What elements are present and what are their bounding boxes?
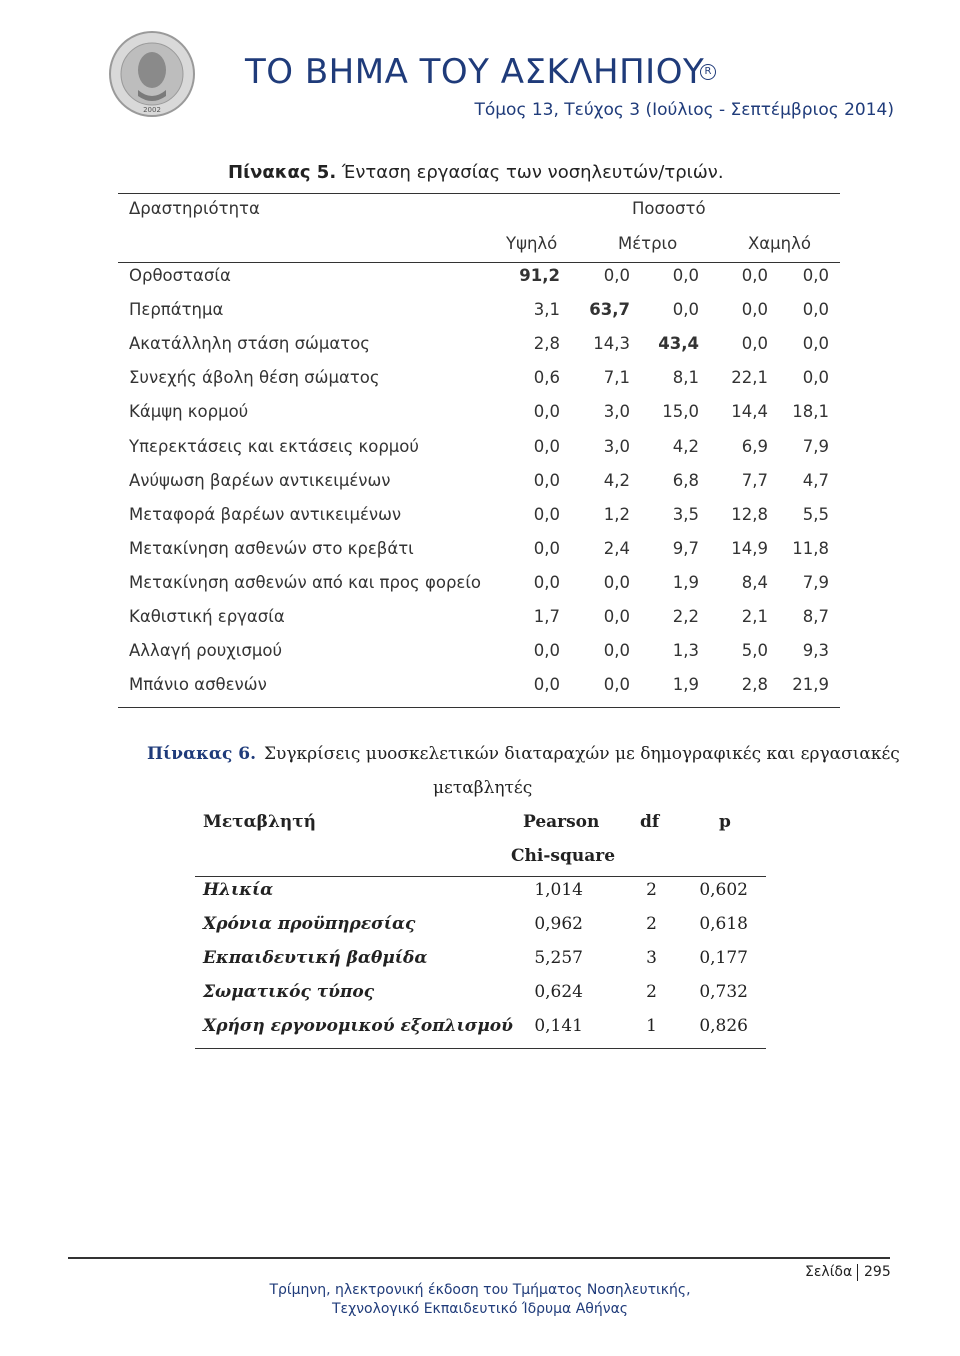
table5-cell: 4,7 xyxy=(802,471,829,490)
table5-row-label: Συνεχής άβολη θέση σώματος xyxy=(129,368,380,387)
table5-cell: 1,7 xyxy=(533,607,560,626)
table5-cell: 7,1 xyxy=(603,368,630,387)
table5-cell: 5,0 xyxy=(741,641,768,660)
table5-cell: 2,1 xyxy=(741,607,768,626)
table5-cell: 0,0 xyxy=(533,539,560,558)
table6-cell-df: 1 xyxy=(646,1016,657,1036)
table5-row-label: Ορθοστασία xyxy=(129,266,231,285)
table6-cell-chi: 5,257 xyxy=(534,948,583,968)
table5-cell: 8,1 xyxy=(672,368,699,387)
table6-cell-chi: 1,014 xyxy=(534,880,583,900)
table5-cell: 7,9 xyxy=(802,573,829,592)
table6-row-label: Χρήση εργονομικού εξοπλισμού xyxy=(203,1016,513,1036)
table5-cell: 0,0 xyxy=(603,573,630,592)
table6-cell-df: 3 xyxy=(646,948,657,968)
page-number: 295 xyxy=(864,1264,891,1280)
table5-row-label: Ανύψωση βαρέων αντικειμένων xyxy=(129,471,391,490)
table5-cell: 0,0 xyxy=(672,300,699,319)
table5-cell: 3,0 xyxy=(603,437,630,456)
table5-row-label: Μετακίνηση ασθενών στο κρεβάτι xyxy=(129,539,414,558)
table5-cell: 12,8 xyxy=(731,505,768,524)
table5-cell: 0,0 xyxy=(603,607,630,626)
table6-cell-chi: 0,624 xyxy=(534,982,583,1002)
table5-cell: 0,0 xyxy=(533,675,560,694)
table6-row-label: Εκπαιδευτική βαθμίδα xyxy=(203,948,428,968)
table6-caption-line2: μεταβλητές xyxy=(433,778,533,798)
issue-info: Τόμος 13, Τεύχος 3 (Ιούλιος - Σεπτέμβριος 2014) xyxy=(474,100,894,120)
table5-cell: 0,0 xyxy=(533,402,560,421)
table5-cell: 0,0 xyxy=(802,300,829,319)
table5-cell: 2,2 xyxy=(672,607,699,626)
table5-header-medium: Μέτριο xyxy=(618,234,678,253)
table5-cell: 2,8 xyxy=(533,334,560,353)
table5-row-label: Μετακίνηση ασθενών από και προς φορείο xyxy=(129,573,482,592)
table5-top-rule xyxy=(118,193,840,194)
table5-caption-text: Ένταση εργασίας των νοσηλευτών/τριών. xyxy=(341,162,724,183)
table6-cell-df: 2 xyxy=(646,880,657,900)
journal-logo xyxy=(108,30,196,118)
table5-cell: 15,0 xyxy=(662,402,699,421)
table5-cell: 0,0 xyxy=(533,641,560,660)
table5-row-label: Αλλαγή ρουχισμού xyxy=(129,641,282,660)
table5-header-rule xyxy=(118,262,840,263)
table5-cell: 63,7 xyxy=(589,300,630,319)
table6-cell-p: 0,177 xyxy=(699,948,748,968)
table5-cell: 0,6 xyxy=(533,368,560,387)
table6-cell-df: 2 xyxy=(646,982,657,1002)
table5-cell: 2,4 xyxy=(603,539,630,558)
table5-cell: 11,8 xyxy=(792,539,829,558)
table6-header-variable: Μεταβλητή xyxy=(203,812,317,832)
table5-bottom-rule xyxy=(118,707,840,708)
table5-cell: 0,0 xyxy=(603,675,630,694)
table6-row-label: Ηλικία xyxy=(203,880,274,900)
page-separator xyxy=(857,1264,858,1281)
table5-cell: 0,0 xyxy=(802,266,829,285)
table5-cell: 0,0 xyxy=(802,368,829,387)
table6-cell-p: 0,618 xyxy=(699,914,748,934)
footer-rule xyxy=(68,1257,890,1259)
table5-row-label: Καθιστική εργασία xyxy=(129,607,285,626)
table5-cell: 18,1 xyxy=(792,402,829,421)
table5-row-label: Μπάνιο ασθενών xyxy=(129,675,267,694)
table5-cell: 0,0 xyxy=(603,641,630,660)
footer-line2: Τεχνολογικό Εκπαιδευτικό Ίδρυμα Αθήνας xyxy=(331,1301,629,1317)
table5-cell: 3,5 xyxy=(672,505,699,524)
table5-header-activity: Δραστηριότητα xyxy=(129,199,260,218)
table5-cell: 1,9 xyxy=(672,573,699,592)
table5-cell: 43,4 xyxy=(658,334,699,353)
table5-cell: 21,9 xyxy=(792,675,829,694)
table5-cell: 6,8 xyxy=(672,471,699,490)
registered-mark: R xyxy=(700,64,716,80)
table6-header-rule xyxy=(195,876,766,877)
table5-caption-prefix: Πίνακας 5. xyxy=(228,162,337,183)
table5-cell: 4,2 xyxy=(672,437,699,456)
table5-cell: 0,0 xyxy=(802,334,829,353)
table5-cell: 14,4 xyxy=(731,402,768,421)
table6-cell-p: 0,602 xyxy=(699,880,748,900)
table5-cell: 0,0 xyxy=(533,505,560,524)
table5-row-label: Περπάτημα xyxy=(129,300,224,319)
page-label: Σελίδα xyxy=(805,1264,853,1280)
table6-row-label: Χρόνια προϋπηρεσίας xyxy=(203,914,416,934)
table6-header-chi: Chi-square xyxy=(511,846,616,866)
table5-row-label: Υπερεκτάσεις και εκτάσεις κορμού xyxy=(129,437,419,456)
journal-title: ΤΟ ΒΗΜΑ ΤΟΥ ΑΣΚΛΗΠΙΟΥ xyxy=(245,52,705,92)
table6-cell-df: 2 xyxy=(646,914,657,934)
table5-cell: 1,2 xyxy=(603,505,630,524)
table6-caption-line1: Συγκρίσεις μυοσκελετικών διαταραχών με δημογραφικές και εργασιακές xyxy=(264,744,900,764)
table5-cell: 9,3 xyxy=(802,641,829,660)
table5-caption xyxy=(228,162,724,183)
table5-cell: 0,0 xyxy=(741,334,768,353)
table6-cell-chi: 0,962 xyxy=(534,914,583,934)
table6-cell-chi: 0,141 xyxy=(534,1016,583,1036)
table5-cell: 0,0 xyxy=(533,437,560,456)
table5-cell: 0,0 xyxy=(672,266,699,285)
table5-cell: 3,1 xyxy=(533,300,560,319)
table5-row-label: Ακατάλληλη στάση σώματος xyxy=(129,334,370,353)
table5-cell: 2,8 xyxy=(741,675,768,694)
table5-cell: 0,0 xyxy=(741,266,768,285)
table5-row-label: Κάμψη κορμού xyxy=(129,402,249,421)
table5-header-low: Χαμηλό xyxy=(748,234,811,253)
table6-caption-prefix: Πίνακας 6. xyxy=(147,744,256,764)
table5-cell: 0,0 xyxy=(533,471,560,490)
table6-cell-p: 0,826 xyxy=(699,1016,748,1036)
table5-cell: 14,3 xyxy=(593,334,630,353)
table6-row-label: Σωματικός τύπος xyxy=(203,982,375,1002)
table5-cell: 5,5 xyxy=(802,505,829,524)
table5-cell: 7,9 xyxy=(802,437,829,456)
table6-header-df: df xyxy=(640,812,660,832)
table6-cell-p: 0,732 xyxy=(699,982,748,1002)
table5-cell: 6,9 xyxy=(741,437,768,456)
table5-cell: 22,1 xyxy=(731,368,768,387)
table5-cell: 8,4 xyxy=(741,573,768,592)
footer-line1: Τρίμηνη, ηλεκτρονική έκδοση του Τμήματος Νοσηλευτικής, xyxy=(269,1282,691,1298)
table5-header-percent: Ποσοστό xyxy=(632,199,706,218)
table5-cell: 91,2 xyxy=(519,266,560,285)
table5-cell: 1,9 xyxy=(672,675,699,694)
table5-row-label: Μεταφορά βαρέων αντικειμένων xyxy=(129,505,402,524)
table6-bottom-rule xyxy=(195,1048,766,1049)
table5-cell: 0,0 xyxy=(533,573,560,592)
table5-cell: 3,0 xyxy=(603,402,630,421)
table5-cell: 4,2 xyxy=(603,471,630,490)
table5-cell: 0,0 xyxy=(741,300,768,319)
table5-cell: 7,7 xyxy=(741,471,768,490)
table5-cell: 9,7 xyxy=(672,539,699,558)
table5-cell: 1,3 xyxy=(672,641,699,660)
table6-header-pearson: Pearson xyxy=(523,812,600,832)
table6-header-p: p xyxy=(719,812,731,832)
table5-header-high: Υψηλό xyxy=(506,234,558,253)
logo-year: 2002 xyxy=(143,106,161,114)
table5-cell: 14,9 xyxy=(731,539,768,558)
table5-cell: 0,0 xyxy=(603,266,630,285)
table5-cell: 8,7 xyxy=(802,607,829,626)
